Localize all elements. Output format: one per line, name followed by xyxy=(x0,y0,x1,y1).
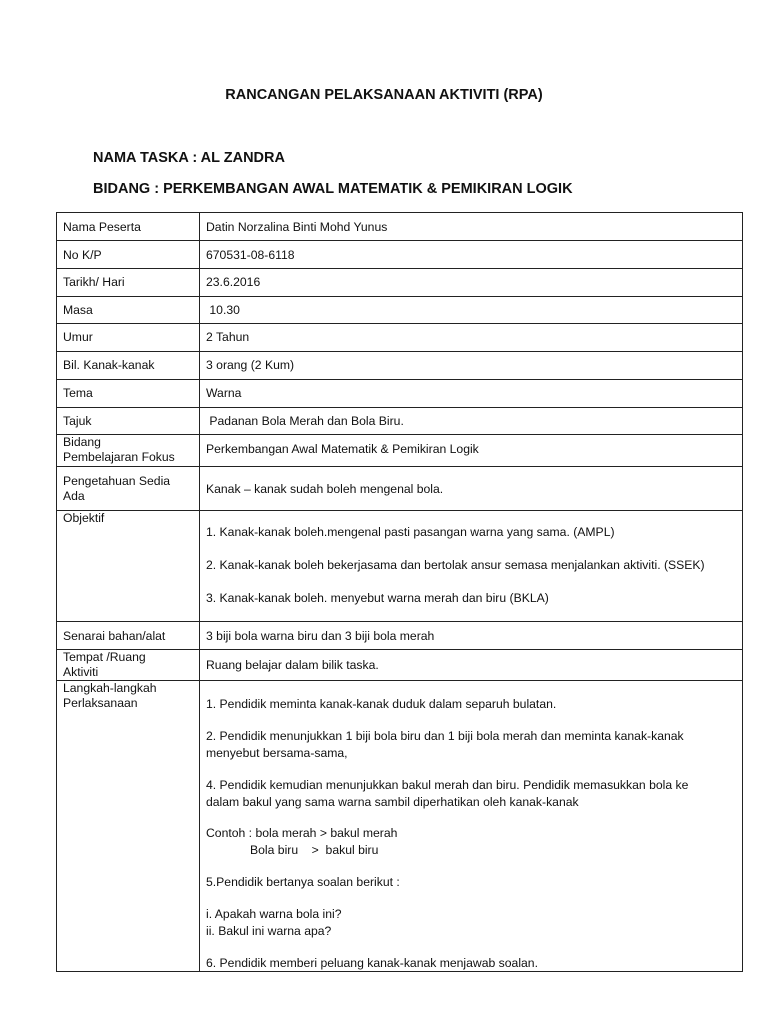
step-line: dalam bakul yang sama warna sambil diperhatikan oleh kanak-kanak xyxy=(206,795,579,809)
row-label: Pengetahuan Sedia Ada xyxy=(57,467,200,511)
step-line: Contoh : bola merah > bakul merah xyxy=(206,826,398,840)
row-value: Padanan Bola Merah dan Bola Biru. xyxy=(200,408,743,435)
row-label: No K/P xyxy=(57,241,200,269)
step-line: 4. Pendidik kemudian menunjukkan bakul merah dan biru. Pendidik memasukkan bola ke xyxy=(206,778,689,792)
step-line: 1. Pendidik meminta kanak-kanak duduk dalam separuh bulatan. xyxy=(206,697,557,711)
row-label: Tajuk xyxy=(57,408,200,435)
objective-item: 1. Kanak-kanak boleh.mengenal pasti pasangan warna yang sama. (AMPL) xyxy=(206,525,615,539)
table-row xyxy=(57,297,743,324)
step-line: Bola biru > bakul biru xyxy=(206,843,379,857)
objective-item: 2. Kanak-kanak boleh bekerjasama dan bertolak ansur semasa menjalankan aktiviti. (SSEK) xyxy=(206,558,705,572)
row-value: 2 Tahun xyxy=(200,324,743,352)
row-value: 670531-08-6118 xyxy=(200,241,743,269)
table-row xyxy=(57,650,743,681)
row-label: Masa xyxy=(57,297,200,324)
step-line: menyebut bersama-sama, xyxy=(206,746,348,760)
table-row xyxy=(57,269,743,297)
row-label: Nama Peserta xyxy=(57,213,200,241)
row-label: Tempat /Ruang Aktiviti xyxy=(57,650,200,681)
table-row xyxy=(57,511,743,622)
row-label: Bidang Pembelajaran Fokus xyxy=(57,435,200,467)
table-row xyxy=(57,324,743,352)
table-row xyxy=(57,408,743,435)
rpa-table xyxy=(56,212,743,972)
row-value: Kanak – kanak sudah boleh mengenal bola. xyxy=(200,467,743,511)
table-row xyxy=(57,622,743,650)
row-value xyxy=(200,511,743,622)
row-value: Ruang belajar dalam bilik taska. xyxy=(200,650,743,681)
row-label: Objektif xyxy=(57,511,200,622)
step-line: 2. Pendidik menunjukkan 1 biji bola biru dan 1 biji bola merah dan meminta kanak-kanak xyxy=(206,729,684,743)
row-value: 10.30 xyxy=(200,297,743,324)
step-line: 6. Pendidik memberi peluang kanak-kanak menjawab soalan. xyxy=(206,956,538,970)
table-row xyxy=(57,681,743,972)
row-label: Bil. Kanak-kanak xyxy=(57,352,200,380)
table-row xyxy=(57,352,743,380)
taska-name-heading: NAMA TASKA : AL ZANDRA xyxy=(93,150,285,166)
row-value: Perkembangan Awal Matematik & Pemikiran Logik xyxy=(200,435,743,467)
row-label: Umur xyxy=(57,324,200,352)
row-value: Warna xyxy=(200,380,743,408)
table-row xyxy=(57,213,743,241)
row-value: 3 orang (2 Kum) xyxy=(200,352,743,380)
page-title: RANCANGAN PELAKSANAAN AKTIVITI (RPA) xyxy=(225,87,543,103)
table-row xyxy=(57,467,743,511)
table-row xyxy=(57,435,743,467)
row-value: Datin Norzalina Binti Mohd Yunus xyxy=(200,213,743,241)
table-row xyxy=(57,380,743,408)
row-label: Tema xyxy=(57,380,200,408)
row-value: 3 biji bola warna biru dan 3 biji bola merah xyxy=(200,622,743,650)
objective-item: 3. Kanak-kanak boleh. menyebut warna merah dan biru (BKLA) xyxy=(206,591,549,605)
bidang-heading: BIDANG : PERKEMBANGAN AWAL MATEMATIK & PEMIKIRAN LOGIK xyxy=(93,181,573,197)
step-line: ii. Bakul ini warna apa? xyxy=(206,924,332,938)
row-label: Senarai bahan/alat xyxy=(57,622,200,650)
step-line: 5.Pendidik bertanya soalan berikut : xyxy=(206,875,400,889)
row-label: Langkah-langkah Perlaksanaan xyxy=(57,681,200,972)
row-value xyxy=(200,681,743,972)
row-value: 23.6.2016 xyxy=(200,269,743,297)
table-row xyxy=(57,241,743,269)
row-label: Tarikh/ Hari xyxy=(57,269,200,297)
step-line: i. Apakah warna bola ini? xyxy=(206,907,342,921)
